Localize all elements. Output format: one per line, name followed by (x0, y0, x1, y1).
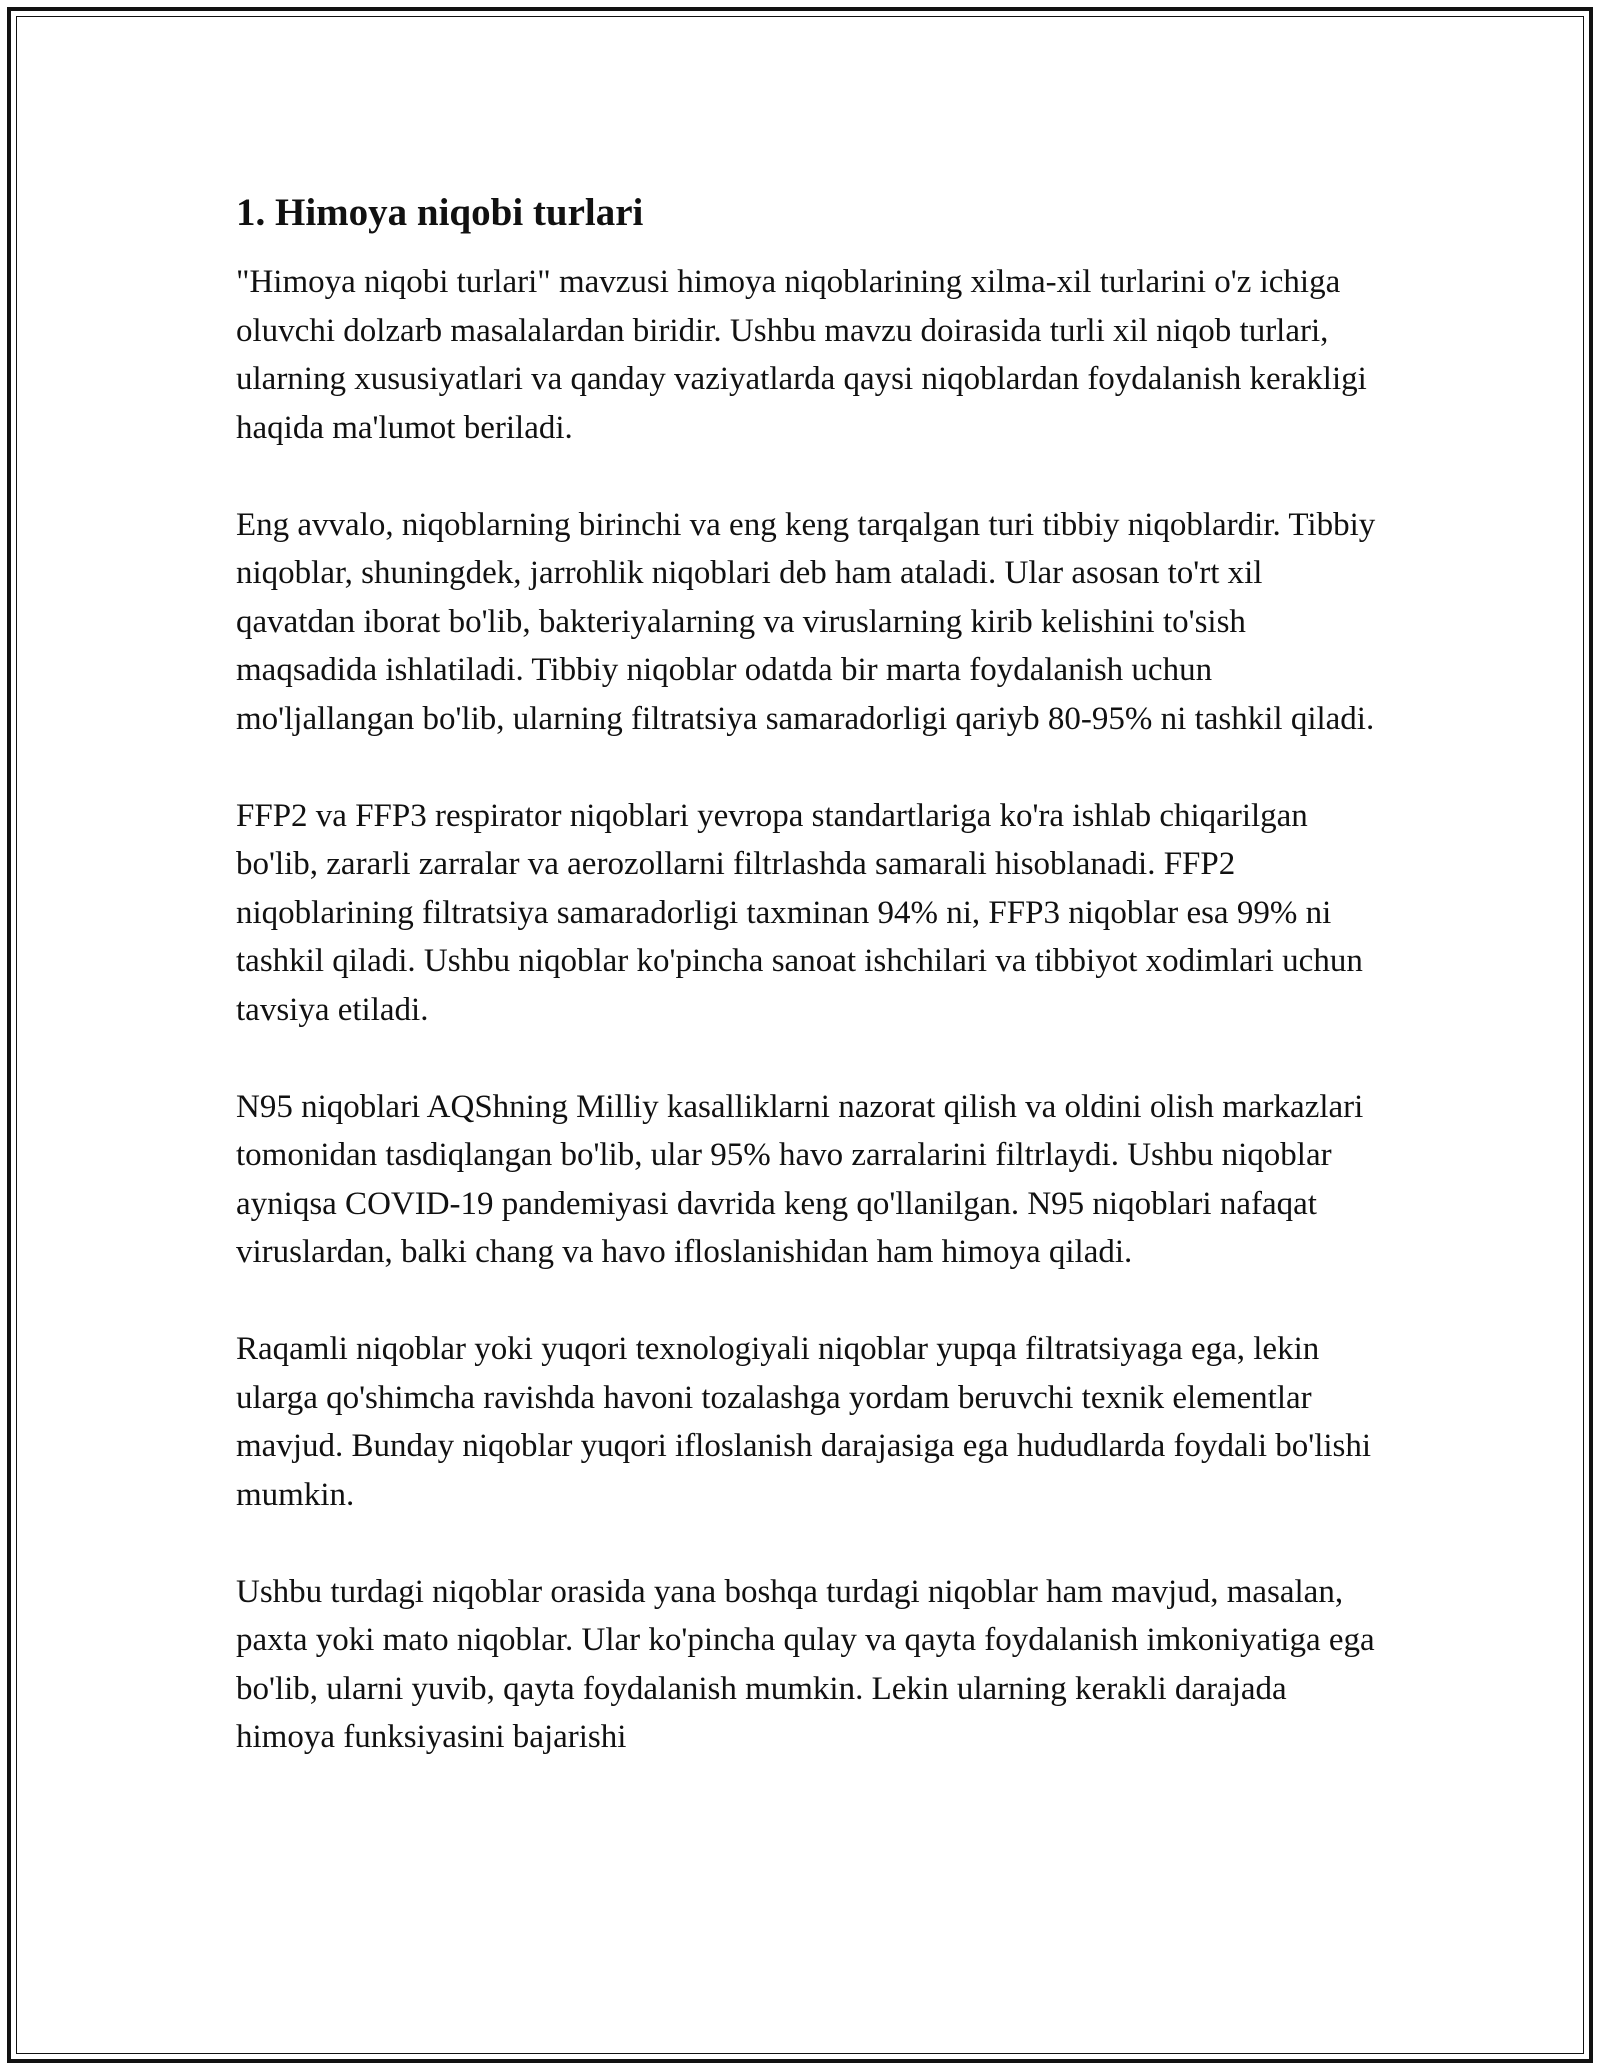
paragraph-intro: "Himoya niqobi turlari" mavzusi himoya niqoblarining xilma-xil turlarini o'z ichiga oluvchi dolzarb masalalardan biridir. Ushbu mavzu doirasida turli xil niqob turlari, ularning xususiyatlari va qanday vaziyatlarda qaysi niqoblardan foydalanish kerakligi haqida ma'lumot beriladi. (236, 264, 1367, 446)
section-title: 1. Himoya niqobi turlari (236, 191, 644, 234)
document-body (236, 186, 1376, 1810)
paragraph-n95-masks: N95 niqoblari AQShning Milliy kasalliklarni nazorat qilish va oldini olish markazlari tomonidan tasdiqlangan bo'lib, ular 95% havo zarralarini filtrlaydi. Ushbu niqoblar ayniqsa COVID-19 pandemiyasi davrida keng qo'llanilgan. N95 niqoblari nafaqat viruslardan, balki chang va havo ifloslanishidan ham himoya qiladi. (236, 1088, 1364, 1270)
paragraph-digital-masks: Raqamli niqoblar yoki yuqori texnologiyali niqoblar yupqa filtratsiyaga ega, lekin ularga qo'shimcha ravishda havoni tozalashga yordam beruvchi texnik elementlar mavjud. Bunday niqoblar yuqori ifloslanish darajasiga ega hududlarda foydali bo'lishi mumkin. (236, 1331, 1372, 1513)
paragraph-medical-masks: Eng avvalo, niqoblarning birinchi va eng keng tarqalgan turi tibbiy niqoblardir. Tibbiy niqoblar, shuningdek, jarrohlik niqoblari deb ham ataladi. Ular asosan to'rt xil qavatdan iborat bo'lib, bakteriyalarning va viruslarning kirib kelishini to'sish maqsadida ishlatiladi. Tibbiy niqoblar odatda bir marta foydalanish uchun mo'ljallangan bo'lib, ularning filtratsiya samaradorligi qariyb 80-95% ni tashkil qiladi. (236, 506, 1376, 737)
paragraph-ffp-respirators: FFP2 va FFP3 respirator niqoblari yevropa standartlariga ko'ra ishlab chiqarilgan bo'lib, zararli zarralar va aerozollarni filtrlashda samarali hisoblanadi. FFP2 niqoblarining filtratsiya samaradorligi taxminan 94% ni, FFP3 niqoblar esa 99% ni tashkil qiladi. Ushbu niqoblar ko'pincha sanoat ishchilari va tibbiyot xodimlari uchun tavsiya etiladi. (236, 797, 1363, 1028)
paragraph-cloth-masks: Ushbu turdagi niqoblar orasida yana boshqa turdagi niqoblar ham mavjud, masalan, paxta yoki mato niqoblar. Ular ko'pincha qulay va qayta foydalanish imkoniyatiga ega bo'lib, ularni yuvib, qayta foydalanish mumkin. Lekin ularning kerakli darajada himoya funksiyasini bajarishi (236, 1573, 1375, 1755)
